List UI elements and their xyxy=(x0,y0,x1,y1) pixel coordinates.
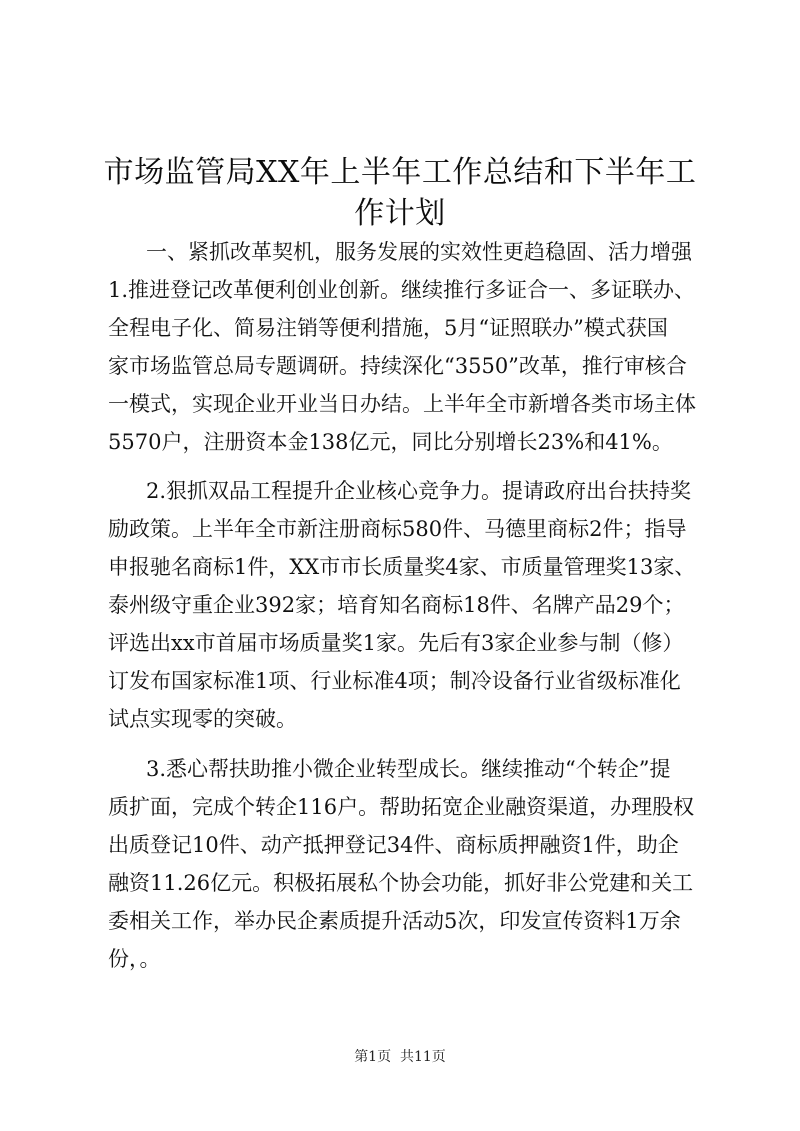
document-title-line-1: 市场监管局XX年上半年工作总结和下半年工 xyxy=(103,155,697,190)
paragraph-line: 家市场监管总局专题调研。持续深化“3550”改革，推行审核合 xyxy=(108,354,687,378)
paragraph-line: 份，。 xyxy=(108,947,161,971)
paragraph-line: 评选出xx市首届市场质量奖1家。先后有3家企业参与制（修） xyxy=(108,631,684,655)
paragraph-line: 5570户，注册资本金138亿元，同比分别增长23%和41%。 xyxy=(108,430,673,454)
paragraph-line: 一模式，实现企业开业当日办结。上半年全市新增各类市场主体 xyxy=(108,392,696,416)
paragraph-line: 1.推进登记改革便利创业创新。继续推行多证合一、多证联办、 xyxy=(108,278,696,302)
paragraph-line: 申报驰名商标1件，XX市市长质量奖4家、市质量管理奖13家、 xyxy=(108,555,696,579)
document-title-line-2: 作计划 xyxy=(354,196,446,231)
paragraph-line: 泰州级守重企业392家；培育知名商标18件、名牌产品29个； xyxy=(108,593,685,617)
paragraph-line: 全程电子化、简易注销等便利措施，5月“证照联办”模式获国 xyxy=(108,316,668,340)
paragraph-line: 订发布国家标准1项、行业标准4项；制冷设备行业省级标准化 xyxy=(108,669,681,693)
paragraph-line: 出质登记10件、动产抵押登记34件、商标质押融资1件，助企 xyxy=(108,833,679,857)
paragraph-line: 试点实现零的突破。 xyxy=(108,707,297,731)
section-heading: 一、紧抓改革契机，服务发展的实效性更趋稳固、活力增强 xyxy=(146,240,692,264)
paragraph-line: 融资11.26亿元。积极拓展私个协会功能，抓好非公党建和关工 xyxy=(108,871,694,895)
paragraph-line: 3.悉心帮扶助推小微企业转型成长。继续推动“个转企”提 xyxy=(146,757,671,781)
paragraph-line: 委相关工作，举办民企素质提升活动5次，印发宣传资料1万余 xyxy=(108,909,681,933)
paragraph-line: 质扩面，完成个转企116户。帮助拓宽企业融资渠道，办理股权 xyxy=(108,795,695,819)
page-number-footer: 第1页 共11页 xyxy=(354,1049,446,1065)
paragraph-line: 2.狠抓双品工程提升企业核心竞争力。提请政府出台扶持奖 xyxy=(146,479,692,503)
paragraph-line: 励政策。上半年全市新注册商标580件、马德里商标2件；指导 xyxy=(108,517,687,541)
